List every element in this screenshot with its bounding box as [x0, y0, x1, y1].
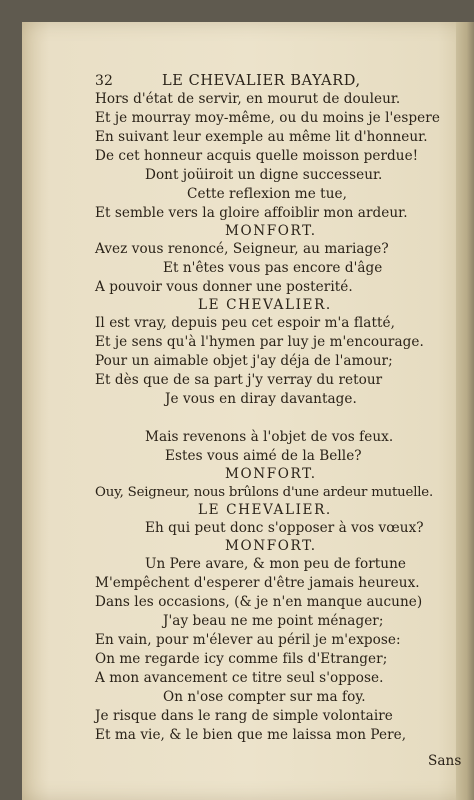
verse-line: Cette reflexion me tue,: [187, 186, 347, 202]
verse-line: Ouy, Seigneur, nous brûlons d'une ardeur mutuelle.: [95, 485, 433, 500]
verse-line: Estes vous aimé de la Belle?: [165, 448, 362, 464]
speaker-name: LE CHEVALIER.: [198, 297, 332, 313]
page-edge: [456, 22, 474, 800]
catchword: Sans: [428, 753, 462, 769]
verse-line: Et semble vers la gloire affoiblir mon ardeur.: [95, 205, 408, 221]
verse-line: Et n'êtes vous pas encore d'âge: [163, 260, 383, 276]
verse-line: Je vous en diray davantage.: [165, 391, 357, 407]
verse-line: A pouvoir vous donner une posterité.: [95, 279, 353, 295]
verse-line: Dans les occasions, (& je n'en manque aucune): [95, 594, 423, 610]
verse-line: En vain, pour m'élever au péril je m'expose:: [95, 632, 401, 648]
verse-line: On n'ose compter sur ma foy.: [163, 689, 366, 705]
verse-line: Avez vous renoncé, Seigneur, au mariage?: [95, 241, 389, 257]
speaker-name: MONFORT.: [225, 466, 317, 482]
verse-line: Pour un aimable objet j'ay déja de l'amour;: [95, 353, 393, 369]
speaker-name: LE CHEVALIER.: [198, 502, 332, 518]
verse-line: Mais revenons à l'objet de vos feux.: [145, 429, 394, 445]
page-number: 32: [95, 73, 113, 89]
verse-line: Il est vray, depuis peu cet espoir m'a flatté,: [95, 315, 395, 331]
verse-line: Un Pere avare, & mon peu de fortune: [145, 556, 406, 572]
verse-line: On me regarde icy comme fils d'Etranger;: [95, 651, 388, 667]
verse-line: Hors d'état de servir, en mourut de douleur.: [95, 91, 401, 107]
verse-line: Eh qui peut donc s'opposer à vos vœux?: [145, 520, 424, 536]
verse-line: En suivant leur exemple au même lit d'honneur.: [95, 129, 428, 145]
verse-line: M'empêchent d'esperer d'être jamais heureux.: [95, 575, 420, 591]
running-title: LE CHEVALIER BAYARD,: [162, 73, 361, 89]
verse-line: Je risque dans le rang de simple volontaire: [95, 708, 393, 724]
verse-line: Dont joüiroit un digne successeur.: [145, 167, 383, 183]
speaker-name: MONFORT.: [225, 538, 317, 554]
verse-line: Et je mourray moy-même, ou du moins je l'espere: [95, 110, 440, 126]
verse-line: Et je sens qu'à l'hymen par luy je m'encourage.: [95, 334, 424, 350]
verse-line: Et ma vie, & le bien que me laissa mon Pere,: [95, 727, 407, 743]
verse-line: J'ay beau ne me point ménager;: [163, 613, 384, 629]
speaker-name: MONFORT.: [225, 223, 317, 239]
verse-line: De cet honneur acquis quelle moisson perdue!: [95, 148, 419, 164]
verse-line: Et dès que de sa part j'y verray du retour: [95, 372, 383, 388]
verse-line: A mon avancement ce titre seul s'oppose.: [95, 670, 384, 686]
